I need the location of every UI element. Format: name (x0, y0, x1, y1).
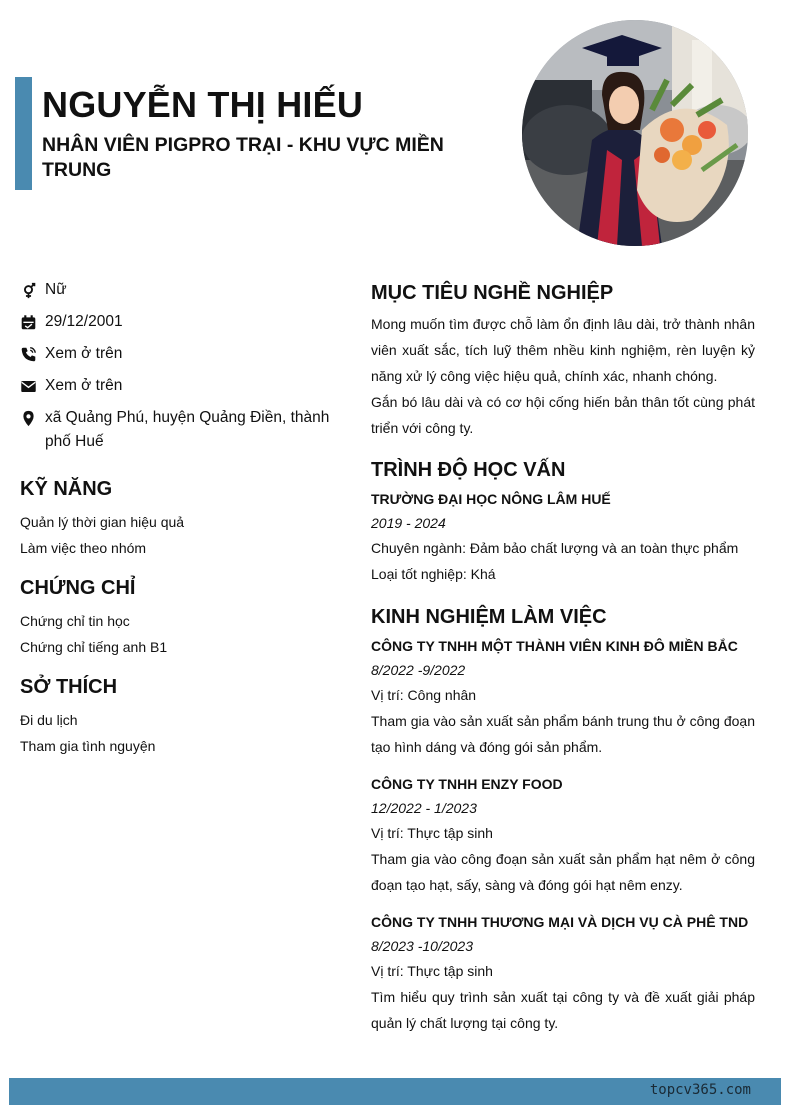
job-period: 12/2022 - 1/2023 (371, 800, 477, 816)
graduation-photo (522, 20, 748, 246)
phone-icon (20, 342, 45, 366)
contact-phone-text: Xem ở trên (45, 345, 123, 362)
contact-list (20, 278, 350, 462)
contact-address (20, 406, 350, 454)
list-item: Làm việc theo nhóm (20, 540, 147, 556)
calendar-icon (20, 310, 45, 334)
certificates-section (20, 577, 350, 660)
list-item: Chứng chỉ tin học (20, 613, 130, 629)
location-pin-icon (20, 406, 45, 430)
education-period: 2019 - 2024 (371, 515, 446, 531)
contact-address-text: xã Quảng Phú, huyện Quảng Điền, thành phố Huế (45, 409, 330, 450)
job-period: 8/2022 -9/2022 (371, 662, 466, 678)
list-item: Đi du lịch (20, 712, 78, 728)
job-description: Tìm hiểu quy trình sản xuất tại công ty và đề xuất giải pháp quản lý chất lượng tại công ty. (371, 989, 755, 1031)
objective-section (371, 282, 755, 441)
footer-watermark: topcv365.com (649, 1082, 751, 1098)
hobbies-title: SỞ THÍCH (20, 676, 118, 698)
contact-gender (20, 278, 350, 302)
objective-paragraph: Mong muốn tìm được chỗ làm ổn định lâu dài, trở thành nhân viên xuất sắc, tích luỹ thêm nhều kinh nghiệm, rèn luyện kỷ năng xử lý công việc hiệu quả, chính xác, nhanh chóng. (371, 316, 755, 384)
list-item: Quản lý thời gian hiệu quả (20, 514, 185, 530)
experience-item (371, 635, 755, 760)
experience-section (371, 606, 755, 1036)
company-name: CÔNG TY TNHH MỘT THÀNH VIÊN KINH ĐÔ MIỀN BẮC (371, 638, 738, 654)
envelope-icon (20, 374, 45, 398)
company-name: CÔNG TY TNHH THƯƠNG MẠI VÀ DỊCH VỤ CÀ PHÊ TND (371, 914, 749, 930)
avatar (522, 20, 748, 246)
objective-title: MỤC TIÊU NGHỀ NGHIỆP (371, 282, 614, 304)
contact-gender-text: Nữ (45, 281, 67, 298)
skills-title: KỸ NĂNG (20, 478, 113, 500)
contact-birthday-text: 29/12/2001 (45, 313, 123, 330)
list-item: Chứng chỉ tiếng anh B1 (20, 639, 168, 655)
footer-bar (9, 1078, 781, 1105)
job-description: Tham gia vào công đoạn sản xuất sản phẩm hạt nêm ở công đoạn tạo hạt, sấy, sàng và đóng gói hạt nêm enzy. (371, 851, 755, 893)
candidate-name: NGUYỄN THỊ HIẾU (42, 84, 364, 125)
gender-icon (20, 278, 45, 302)
job-description: Tham gia vào sản xuất sản phẩm bánh trung thu ở công đoạn tạo hình dáng và đóng gói sản phẩm. (371, 713, 755, 755)
list-item: Tham gia tình nguyện (20, 738, 156, 754)
job-position: Vị trí: Thực tập sinh (371, 825, 493, 841)
contact-phone (20, 342, 350, 366)
job-position: Vị trí: Thực tập sinh (371, 963, 493, 979)
hobbies-section (20, 676, 350, 759)
contact-email-text: Xem ở trên (45, 377, 123, 394)
objective-paragraph: Gắn bó lâu dài và có cơ hội cống hiến bản thân tốt cùng phát triển với công ty. (371, 394, 755, 436)
education-section (371, 459, 755, 587)
education-title: TRÌNH ĐỘ HỌC VẤN (371, 459, 566, 481)
candidate-role: NHÂN VIÊN PIGPRO TRẠI - KHU VỰC MIỀN TRUNG (42, 134, 444, 181)
experience-item (371, 911, 755, 1036)
education-major: Chuyên ngành: Đảm bảo chất lượng và an toàn thực phẩm (371, 540, 739, 556)
company-name: CÔNG TY TNHH ENZY FOOD (371, 776, 563, 792)
header-accent-bar (15, 77, 32, 190)
skills-section (20, 478, 350, 561)
experience-title: KINH NGHIỆM LÀM VIỆC (371, 606, 607, 628)
school-name: TRƯỜNG ĐẠI HỌC NÔNG LÂM HUẾ (371, 491, 611, 507)
job-period: 8/2023 -10/2023 (371, 938, 473, 954)
education-grade: Loại tốt nghiệp: Khá (371, 566, 496, 582)
contact-email (20, 374, 350, 398)
certificates-title: CHỨNG CHỈ (20, 577, 136, 599)
contact-birthday (20, 310, 350, 334)
experience-item (371, 773, 755, 898)
job-position: Vị trí: Công nhân (371, 687, 477, 703)
